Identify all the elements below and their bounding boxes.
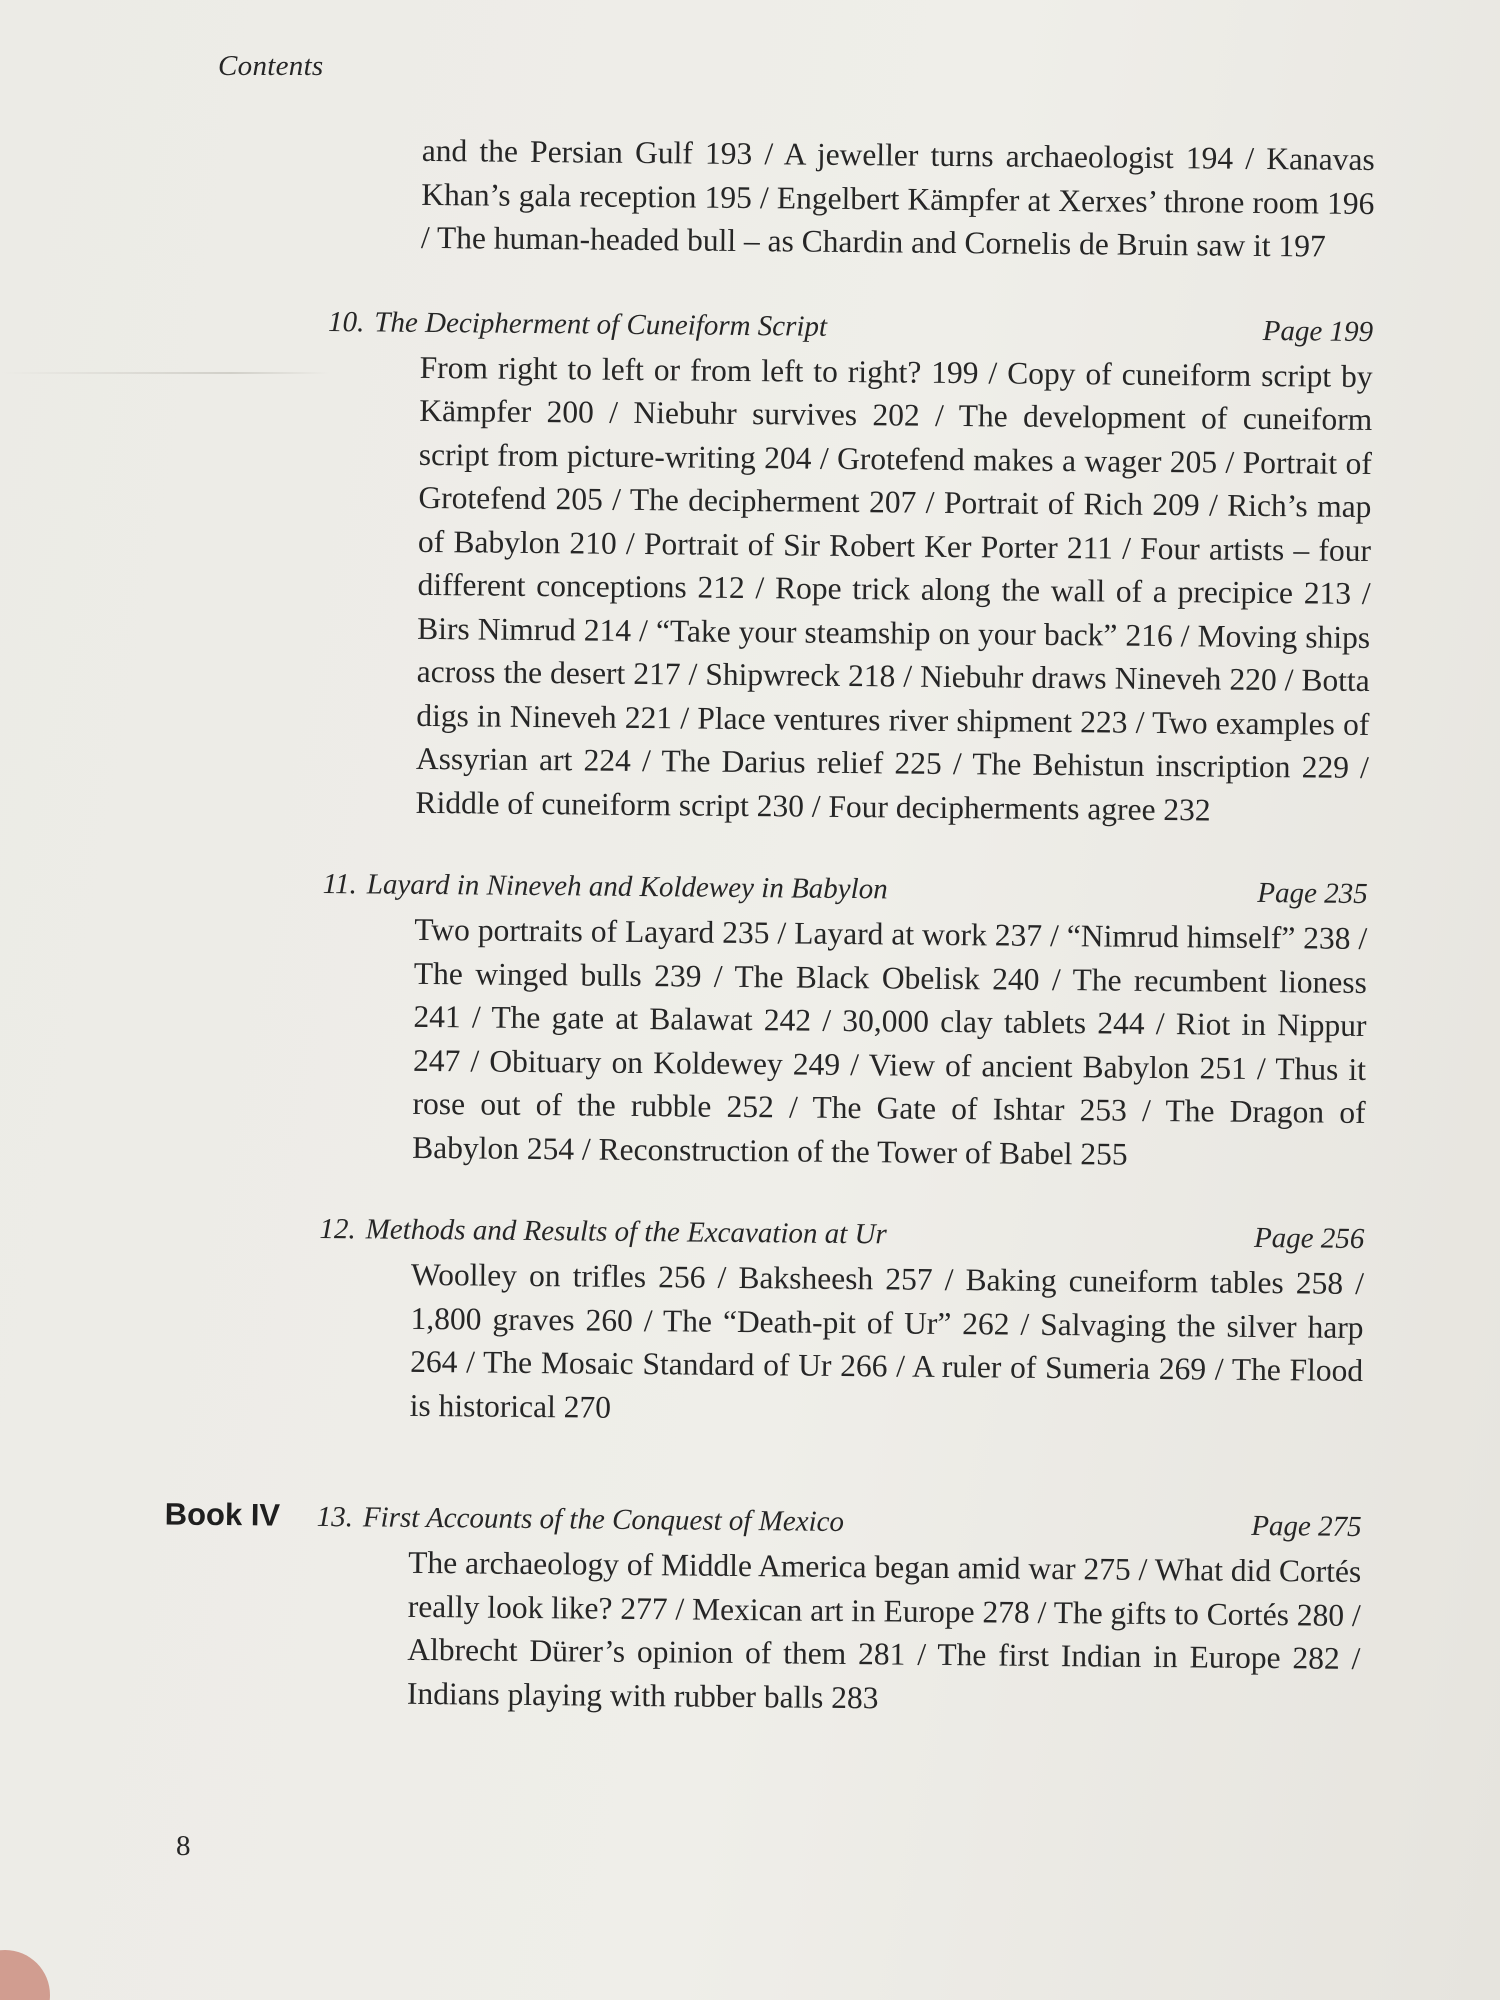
- chapter-10: [323, 300, 1373, 833]
- chapter-page-ref: Page 275: [1251, 1509, 1362, 1543]
- chapter-heading: [316, 1496, 1361, 1548]
- chapter-page-ref: Page 199: [1262, 314, 1374, 348]
- chapter-title: First Accounts of the Conquest of Mexico: [362, 1501, 845, 1538]
- book-label: Book IV: [164, 1496, 281, 1533]
- chapter-title: Methods and Results of the Excavation at Ur: [365, 1213, 887, 1251]
- chapter-page-ref: Page 256: [1253, 1221, 1365, 1255]
- chapter-11: [320, 863, 1368, 1178]
- chapter-page-ref: Page 235: [1257, 876, 1368, 910]
- chapter-12: [318, 1208, 1365, 1436]
- chapter-title: Layard in Nineveh and Koldewey in Babylon: [366, 868, 888, 906]
- page-crease: [0, 372, 330, 374]
- chapter-title: The Decipherment of Cuneiform Script: [374, 305, 828, 343]
- chapter-number: 12.: [319, 1212, 356, 1246]
- chapter-contents-text: From right to left or from left to right? 199 / Copy of cuneiform script by Kämpfer 200 / Niebuhr survives 202 / The development of cuneiform script from picture-writing 204 / Grotefend makes a wager 205 / Portrait of Grotefend 205 / The decipherment 207 / Portrait of Rich 209 / Rich’s map of Babylon 210 / Portrait of Sir Robert Ker Porter 211 / Four artists – four different conceptions 212 / Rope trick along the wall of a precipice 213 / Birs Nimrud 214 / “Take your steamship on your back” 216 / Moving ships across the desert 217 / Shipwreck 218 / Niebuhr draws Nineveh 220 / Botta digs in Nineveh 221 / Place ventures river shipment 223 / Two examples of Assyrian art 224 / The Darius relief 225 / The Behistun inscription 229 / Riddle of cuneiform script 230 / Four decipherments agree 232: [415, 349, 1373, 827]
- thumb-edge: [0, 1950, 50, 2000]
- chapter-contents-text: The archaeology of Middle America began amid war 275 / What did Cortés really look like? 277 / Mexican art in Europe 278 / The gifts to Cortés 280 / Albrecht Dürer’s opinion of them 281 / The first Indian in Europe 282 / Indians playing with rubber balls 283: [406, 1544, 1362, 1715]
- chapter-contents-text: Woolley on trifles 256 / Baksheesh 257 / Baking cuneiform tables 258 / 1,800 graves 260 / The “Death-pit of Ur” 262 / Salvaging the silver harp 264 / The Mosaic Standard of Ur 266 / A ruler of Sumeria 269 / The Flood is historical 270: [409, 1256, 1365, 1425]
- running-head: Contents: [218, 50, 324, 82]
- chapter-heading: [323, 863, 1368, 915]
- contents-entries: [164, 128, 1375, 1764]
- continued-entry-text: and the Persian Gulf 193 / A jeweller turns archaeologist 194 / Kanavas Khan’s gala reception 195 / Engelbert Kämpfer at Xerxes’ throne room 196 / The human-headed bull – as Chardin and Cornelis de Bruin saw it 197: [420, 132, 1375, 264]
- chapter-number: 13.: [316, 1500, 354, 1534]
- chapter-number: 11.: [322, 867, 358, 901]
- chapter-13: [164, 1496, 1362, 1724]
- chapter-number: 10.: [327, 305, 365, 338]
- chapter-heading: [328, 300, 1373, 352]
- chapter-heading: [319, 1208, 1364, 1260]
- page-number: 8: [176, 1830, 191, 1862]
- chapter-contents-text: Two portraits of Layard 235 / Layard at work 237 / “Nimrud himself” 238 / The winged bulls 239 / The Black Obelisk 240 / The recumbent lioness 241 / The gate at Balawat 242 / 30,000 clay tablets 244 / Riot in Nippur 247 / Obituary on Koldewey 249 / View of ancient Babylon 251 / Thus it rose out of the rubble 252 / The Gate of Ishtar 253 / The Dragon of Babylon 254 / Reconstruction of the Tower of Babel 255: [412, 911, 1368, 1172]
